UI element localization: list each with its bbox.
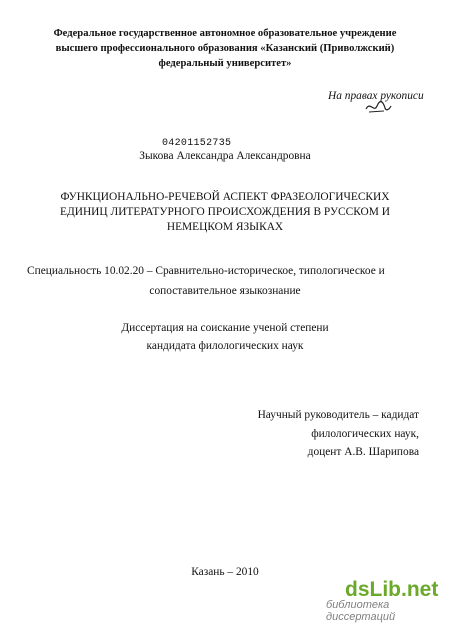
barcode-number: 04201152735 — [162, 138, 232, 149]
city-year: Казань – 2010 — [191, 566, 259, 578]
author-name: Зыкова Александра Александровна — [139, 150, 311, 162]
supervisor-line-3: доцент А.В. Шарипова — [307, 446, 419, 458]
degree-line-2: кандидата филологических наук — [146, 340, 304, 352]
dslib-logo: dsLib.net — [345, 578, 439, 601]
thesis-title-line-3: НЕМЕЦКОМ ЯЗЫКАХ — [166, 221, 284, 233]
thesis-title-line-1: ФУНКЦИОНАЛЬНО-РЕЧЕВОЙ АСПЕКТ ФРАЗЕОЛОГИЧЕСКИХ — [60, 191, 390, 203]
manuscript-rights: На правах рукописи — [328, 90, 424, 102]
degree-line-1: Диссертация на соискание ученой степени — [121, 322, 329, 334]
signature-mark — [364, 97, 392, 117]
supervisor-line-1: Научный руководитель – кадидат — [257, 409, 419, 421]
institution-line-3: федеральный университет» — [158, 58, 292, 69]
institution-line-2: высшего профессионального образования «Казанский (Приволжский) — [55, 43, 395, 54]
supervisor-line-2: филологических наук, — [311, 428, 419, 440]
specialty-line-2: сопоставительное языкознание — [149, 285, 301, 297]
dslib-subtitle: библиотека диссертаций — [326, 599, 396, 623]
institution-line-1: Федеральное государственное автономное образовательное учреждение — [53, 28, 397, 39]
specialty-line-1: Специальность 10.02.20 – Сравнительно-историческое, типологическое и — [27, 265, 385, 277]
thesis-title-line-2: ЕДИНИЦ ЛИТЕРАТУРНОГО ПРОИСХОЖДЕНИЯ В РУССКОМ И — [59, 206, 390, 218]
